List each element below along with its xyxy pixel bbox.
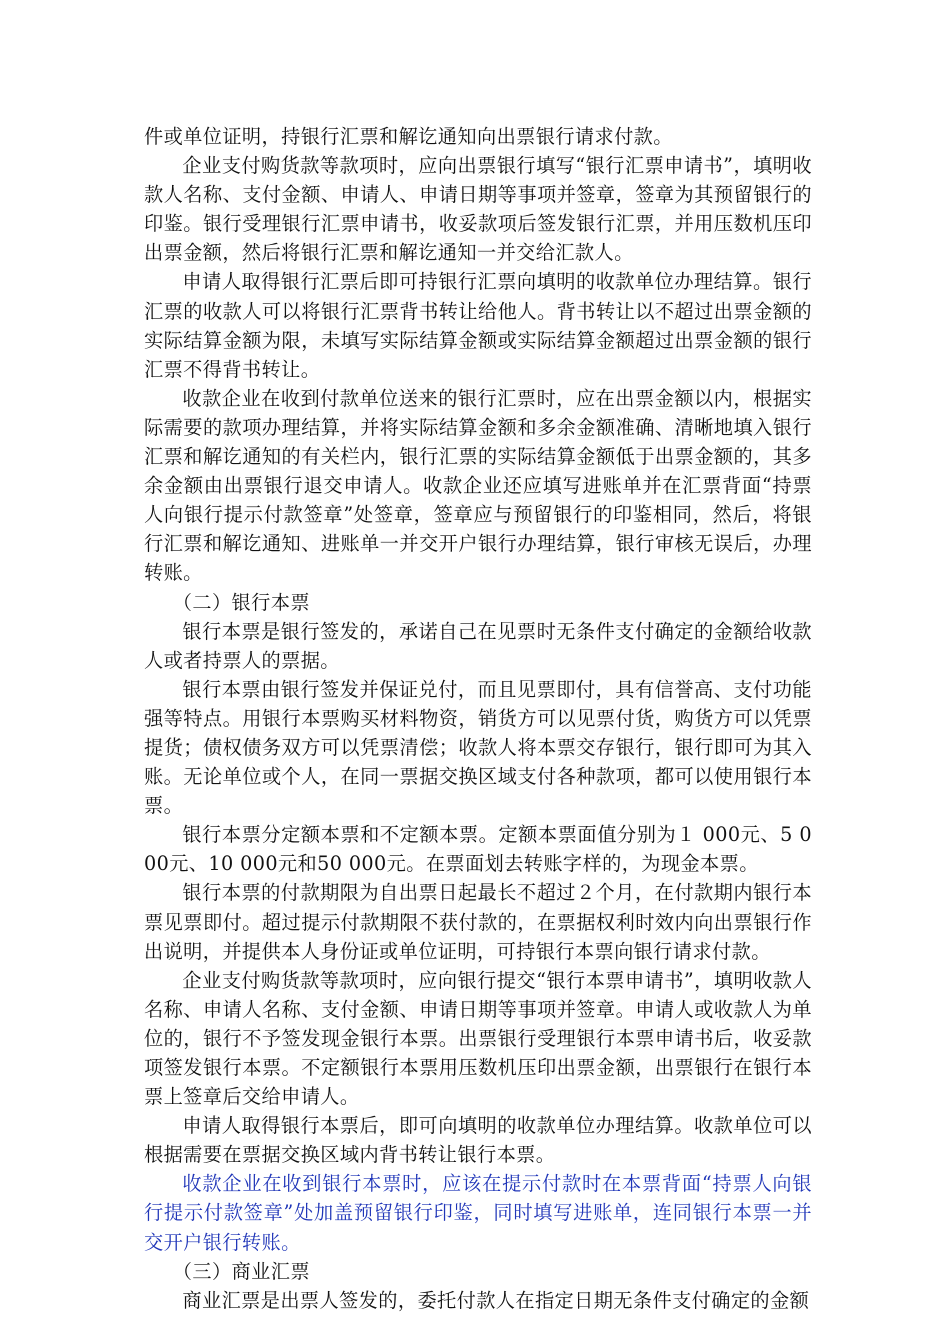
paragraph-cashiers-check-features: 银行本票由银行签发并保证兑付，而且见票即付，具有信誉高、支付功能强等特点。用银行本票购买材料物资，销货方可以见票付货，购货方可以凭票提货；债权债务双方可以凭票清偿；收款人将本票交存银行，银行即可为其入账。无论单位或个人，在同一票据交换区域支付各种款项，都可以使用银行本票。 xyxy=(144,677,812,818)
section-heading-cashiers-check: （二）银行本票 xyxy=(172,590,310,614)
document-body xyxy=(144,122,812,1315)
paragraph-commercial-draft-definition: 商业汇票是出票人签发的，委托付款人在指定日期无条件支付确定的金额 xyxy=(182,1288,810,1312)
paragraph-cashiers-check-settlement: 申请人取得银行本票后，即可向填明的收款单位办理结算。收款单位可以根据需要在票据交换区域内背书转让银行本票。 xyxy=(144,1114,812,1167)
section-heading-commercial-draft: （三）商业汇票 xyxy=(172,1259,310,1283)
paragraph-cashiers-check-definition: 银行本票是银行签发的，承诺自己在见票时无条件支付确定的金额给收款人或者持票人的票据。 xyxy=(144,619,812,672)
paragraph-cashiers-check-application: 企业支付购货款等款项时，应向银行提交“银行本票申请书”，填明收款人名称、申请人名称、支付金额、申请日期等事项并签章。申请人或收款人为单位的，银行不予签发现金银行本票。出票银行受理银行本票申请书后，收妥款项签发银行本票。不定额银行本票用压数机压印出票金额，出票银行在银行本票上签章后交给申请人。 xyxy=(144,968,812,1109)
paragraph-bank-draft-receipt: 收款企业在收到付款单位送来的银行汇票时，应在出票金额以内，根据实际需要的款项办理结算，并将实际结算金额和多余金额准确、清晰地填入银行汇票和解讫通知的有关栏内，银行汇票的实际结算金额低于出票金额的，其多余金额由出票银行退交申请人。收款企业还应填写进账单并在汇票背面“持票人向银行提示付款签章”处签章，签章应与预留银行的印鉴相同，然后，将银行汇票和解讫通知、进账单一并交开户银行办理结算，银行审核无误后，办理转账。 xyxy=(144,386,812,585)
paragraph-cashiers-check-period: 银行本票的付款期限为自出票日起最长不超过２个月，在付款期内银行本票见票即付。超过提示付款期限不获付款的，在票据权利时效内向出票银行作出说明，并提供本人身份证或单位证明，可持银行本票向银行请求付款。 xyxy=(144,881,812,963)
paragraph-highlighted-receipt: 收款企业在收到银行本票时，应该在提示付款时在本票背面“持票人向银行提示付款签章”处加盖预留银行印鉴，同时填写进账单，连同银行本票一并交开户银行转账。 xyxy=(144,1172,812,1254)
paragraph-bank-draft-application: 企业支付购货款等款项时，应向出票银行填写“银行汇票申请书”，填明收款人名称、支付金额、申请人、申请日期等事项并签章，签章为其预留银行的印鉴。银行受理银行汇票申请书，收妥款项后签发银行汇票，并用压数机压印出票金额，然后将银行汇票和解讫通知一并交给汇款人。 xyxy=(144,154,812,265)
paragraph-cashiers-check-types: 银行本票分定额本票和不定额本票。定额本票面值分别为１ 000元、5 000元、10 000元和50 000元。在票面划去转账字样的，为现金本票。 xyxy=(144,823,812,876)
paragraph-bank-draft-endorsement: 申请人取得银行汇票后即可持银行汇票向填明的收款单位办理结算。银行汇票的收款人可以将银行汇票背书转让给他人。背书转让以不超过出票金额的实际结算金额为限，未填写实际结算金额或实际结算金额超过出票金额的银行汇票不得背书转让。 xyxy=(144,270,812,381)
paragraph-continuation: 件或单位证明，持银行汇票和解讫通知向出票银行请求付款。 xyxy=(144,125,673,148)
